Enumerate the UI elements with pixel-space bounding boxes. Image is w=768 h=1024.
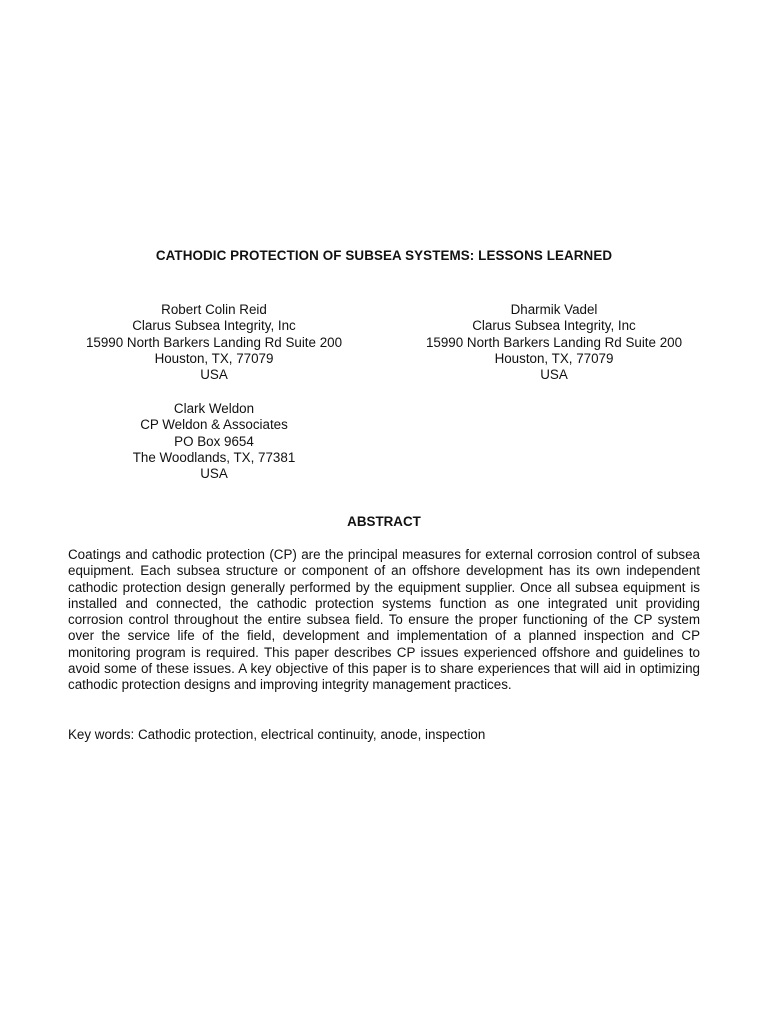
author-block-3 xyxy=(64,401,364,482)
author-address: PO Box 9654 xyxy=(174,433,254,449)
author-address: 15990 North Barkers Landing Rd Suite 200 xyxy=(85,334,343,350)
author-affiliation: CP Weldon & Associates xyxy=(140,417,288,433)
author-name: Robert Colin Reid xyxy=(161,302,267,317)
author-country: USA xyxy=(200,367,228,383)
author-name: Dharmik Vadel xyxy=(510,302,598,317)
abstract-body: Coatings and cathodic protection (CP) are the principal measures for external corrosion control of subsea equipment. Each subsea structure or component of an offshore development has its own independent cathodic protection design generally performed by the equipment supplier. Once all subsea equipment is installed and connected, the cathodic protection systems function as one integrated unit providing corrosion control throughout the entire subsea field. To ensure the proper functioning of the CP system over the service life of the field, development and implementation of a planned inspection and CP monitoring program is required. This paper describes CP issues experienced offshore and guidelines to avoid some of these issues. A key objective of this paper is to share experiences that will aid in optimizing cathodic protection designs and improving integrity management practices. xyxy=(68,547,700,693)
author-affiliation: Clarus Subsea Integrity, Inc xyxy=(132,318,296,334)
author-city: The Woodlands, TX, 77381 xyxy=(132,449,296,465)
author-affiliation: Clarus Subsea Integrity, Inc xyxy=(472,318,636,334)
author-country: USA xyxy=(540,367,568,383)
author-country: USA xyxy=(200,466,228,482)
author-city: Houston, TX, 77079 xyxy=(154,350,274,366)
author-address: 15990 North Barkers Landing Rd Suite 200 xyxy=(425,334,683,350)
author-city: Houston, TX, 77079 xyxy=(494,350,614,366)
author-block-1 xyxy=(64,302,364,383)
keywords: Key words: Cathodic protection, electrical continuity, anode, inspection xyxy=(68,727,486,742)
paper-title: CATHODIC PROTECTION OF SUBSEA SYSTEMS: LESSONS LEARNED xyxy=(155,248,613,263)
abstract-heading: ABSTRACT xyxy=(347,514,421,529)
author-block-2 xyxy=(404,302,704,383)
author-name: Clark Weldon xyxy=(173,401,255,416)
